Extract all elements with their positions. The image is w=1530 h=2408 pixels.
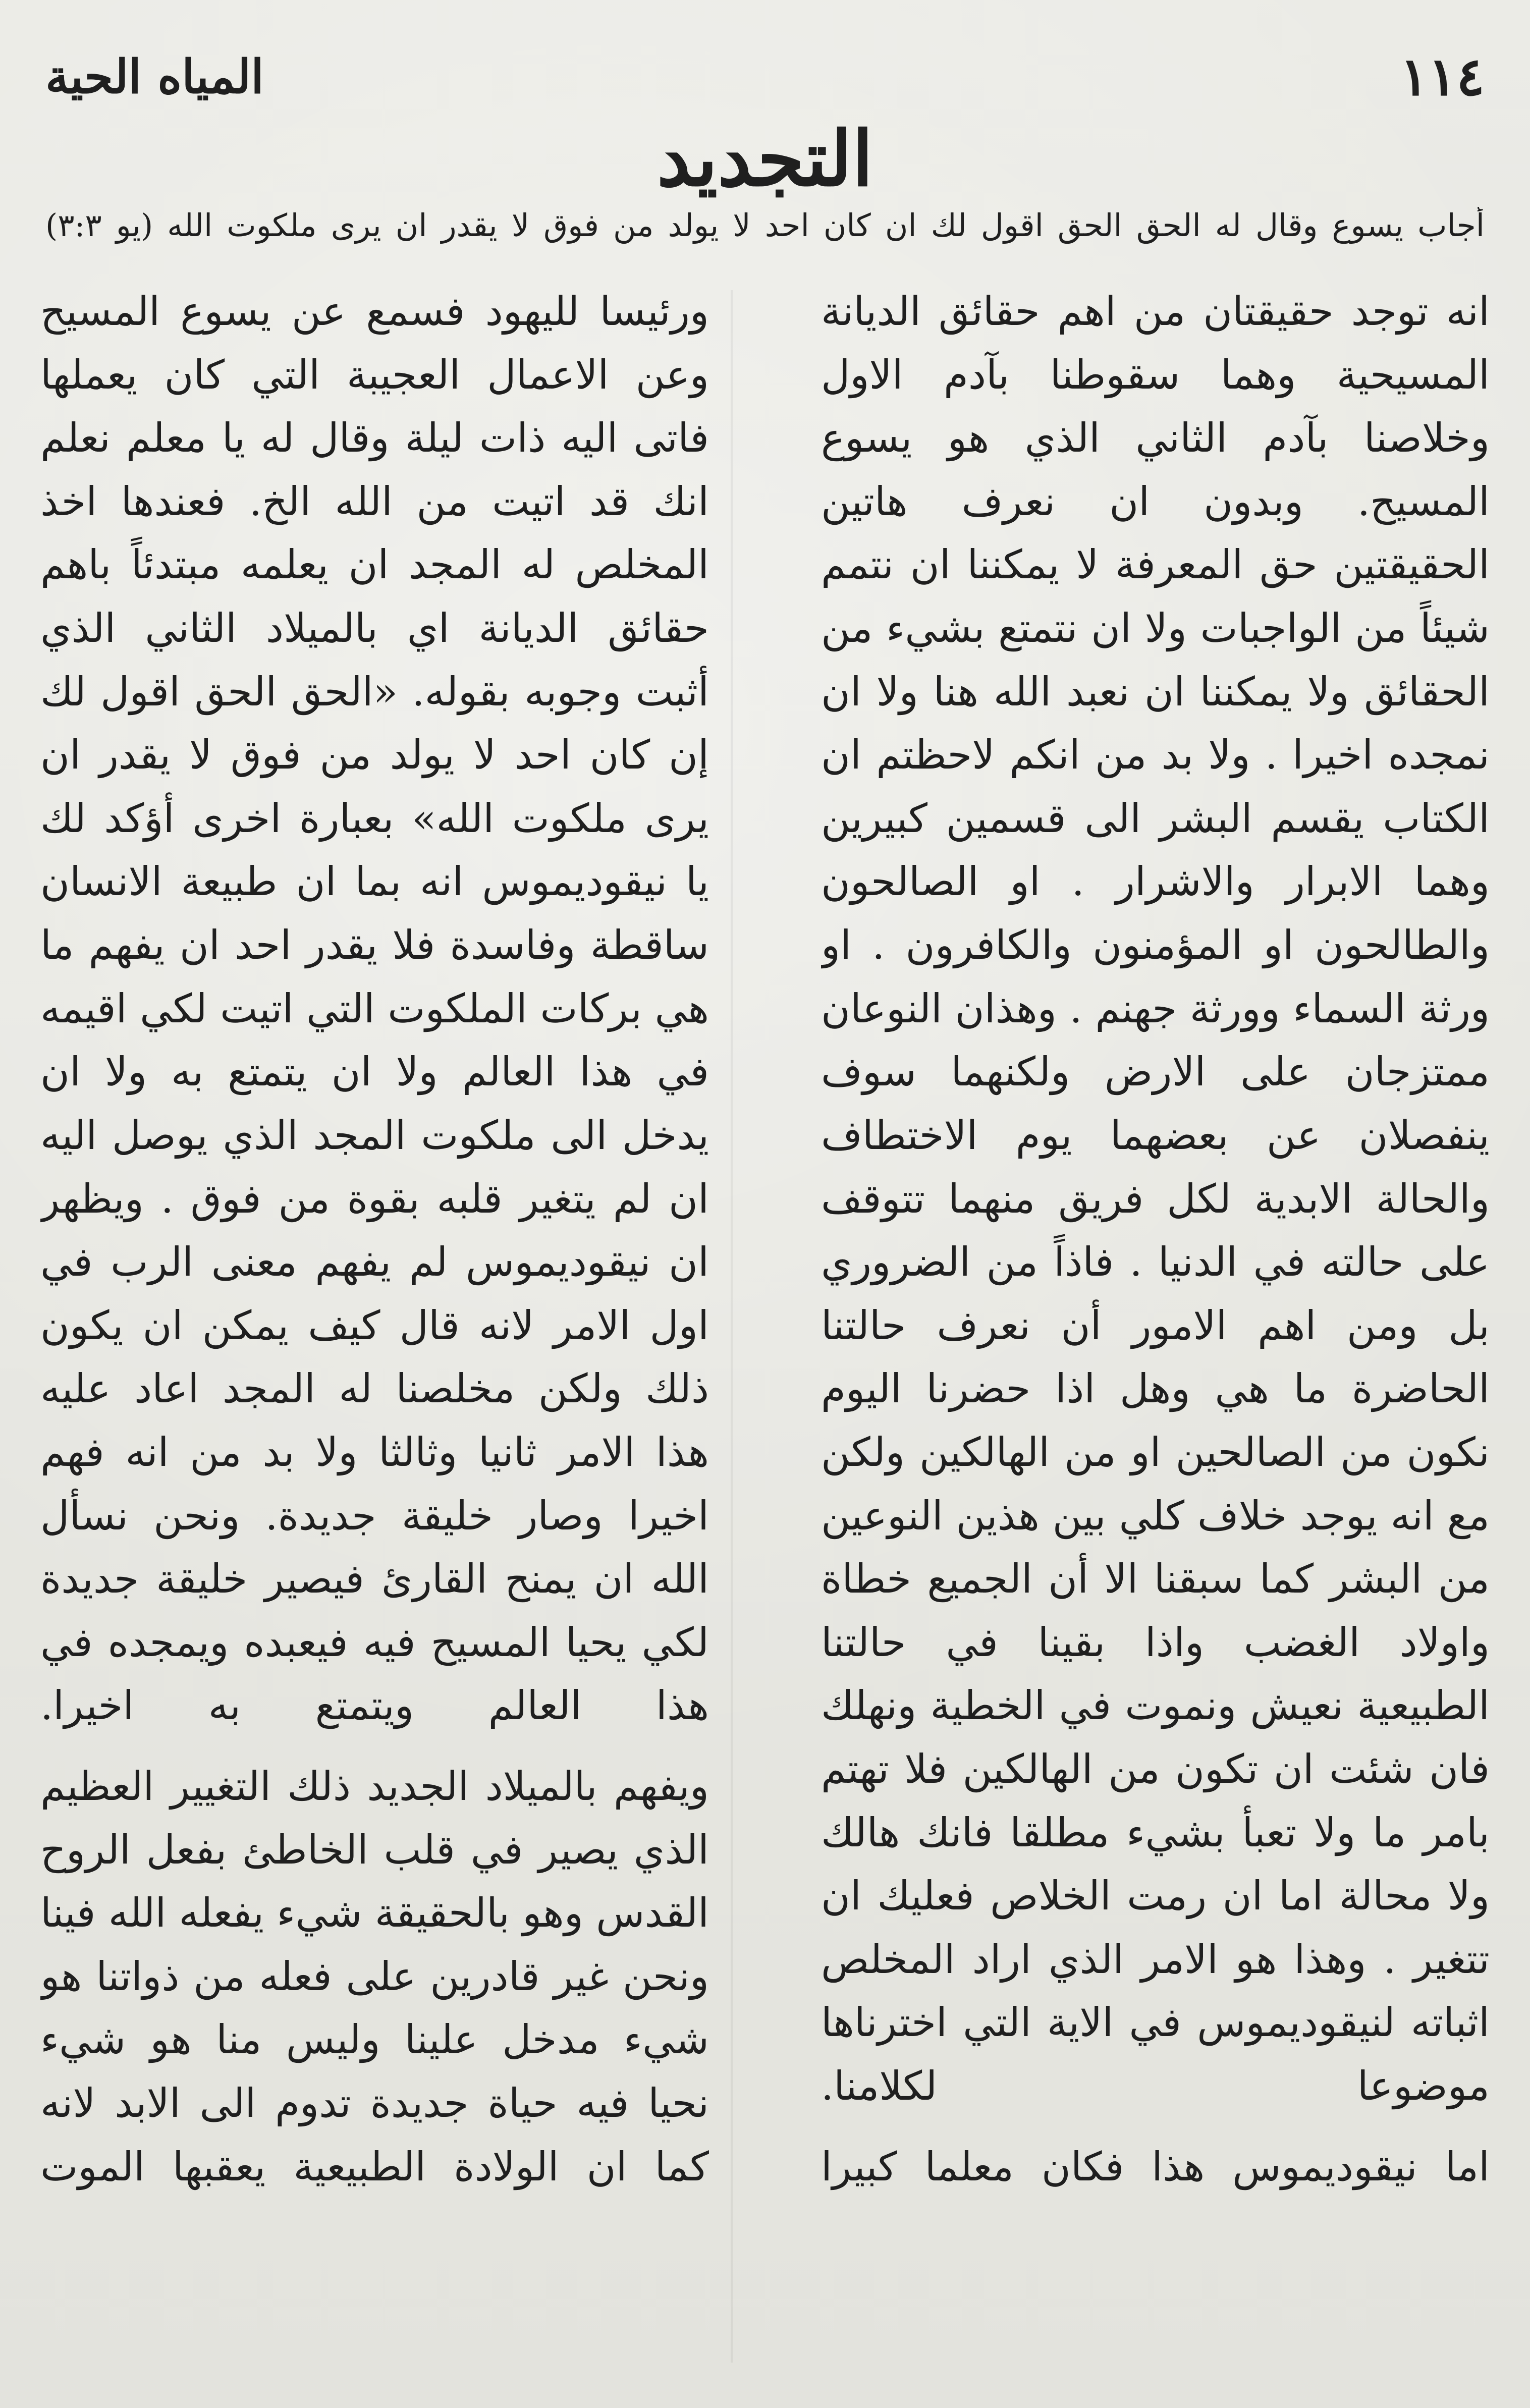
running-title: المياه الحية xyxy=(45,49,264,104)
left-column-paragraph-1: ورئيسا لليهود فسمع عن يسوع المسيح وعن الاعمال العجيبة التي كان يعملها فاتى اليه ذات ليلة وقال له يا معلم نعلم انك قد اتيت من الله الخ. فعندها اخذ المخلص له المجد ان يعلمه مبتدئاً باهم حقائق الديانة اي بالميلاد الثاني الذي أثبت وجوبه بقوله. «الحق الحق اقول لك إن كان احد لا يولد من فوق لا يقدر ان يرى ملكوت الله» بعبارة اخرى أؤكد لك يا نيقوديموس انه بما ان طبيعة الانسان ساقطة وفاسدة فلا يقدر احد ان يفهم ما هي بركات الملكوت التي اتيت لكي اقيمه في هذا العالم ولا ان يتمتع به ولا ان يدخل الى ملكوت المجد الذي يوصل اليه ان لم يتغير قلبه بقوة من فوق . ويظهر ان نيقوديموس لم يفهم معنى الرب في اول الامر لانه قال كيف يمكن ان يكون ذلك ولكن مخلصنا له المجد اعاد عليه هذا الامر ثانيا وثالثا ولا بد من انه فهم اخيرا وصار خليقة جديدة. ونحن نسأل الله ان يمنح القارئ فيصير خليقة جديدة لكي يحيا المسيح فيه فيعبده ويمجده في هذا العالم ويتمتع به اخيرا. xyxy=(40,288,709,1729)
body-columns xyxy=(40,280,1490,2373)
left-column xyxy=(40,280,709,2373)
right-column-paragraph-2: اما نيقوديموس هذا فكان معلما كبيرا xyxy=(821,2143,1490,2190)
right-column-paragraph-1: انه توجد حقيقتان من اهم حقائق الديانة المسيحية وهما سقوطنا بآدم الاول وخلاصنا بآدم الثاني الذي هو يسوع المسيح. وبدون ان نعرف هاتين الحقيقتين حق المعرفة لا يمكننا ان نتمم شيئاً من الواجبات ولا ان نتمتع بشيء من الحقائق ولا يمكننا ان نعبد الله هنا ولا ان نمجده اخيرا . ولا بد من انكم لاحظتم ان الكتاب يقسم البشر الى قسمين كبيرين وهما الابرار والاشرار . او الصالحون والطالحون او المؤمنون والكافرون . او ورثة السماء وورثة جهنم . وهذان النوعان ممتزجان على الارض ولكنهما سوف ينفصلان عن بعضهما يوم الاختطاف والحالة الابدية لكل فريق منهما تتوقف على حالته في الدنيا . فاذاً من الضروري بل ومن اهم الامور أن نعرف حالتنا الحاضرة ما هي وهل اذا حضرنا اليوم نكون من الصالحين او من الهالكين ولكن مع انه يوجد خلاف كلي بين هذين النوعين من البشر كما سبقنا الا أن الجميع خطاة واولاد الغضب واذا بقينا في حالتنا الطبيعية نعيش ونموت في الخطية ونهلك فان شئت ان تكون من الهالكين فلا تهتم بامر ما ولا تعبأ بشيء مطلقا فانك هالك ولا محالة اما ان رمت الخلاص فعليك ان تتغير . وهذا هو الامر الذي اراد المخلص اثباته لنيقوديموس في الاية التي اخترناها موضوعا لكلامنا. xyxy=(821,288,1490,2110)
epigraph-verse: أجاب يسوع وقال له الحق الحق اقول لك ان كان احد لا يولد من فوق لا يقدر ان يرى ملكوت الله (يو ٣:٣) xyxy=(45,207,1485,244)
article-title: التجديد xyxy=(657,115,873,203)
left-column-paragraph-2: ويفهم بالميلاد الجديد ذلك التغيير العظيم الذي يصير في قلب الخاطئ بفعل الروح القدس وهو بالحقيقة شيء يفعله الله فينا ونحن غير قادرين على فعله من ذواتنا هو شيء مدخل علينا وليس منا هو شيء نحيا فيه حياة جديدة تدوم الى الابد لانه كما ان الولادة الطبيعية يعقبها الموت xyxy=(40,1763,709,2190)
column-gutter xyxy=(731,290,733,2363)
page-header xyxy=(45,45,1485,116)
page-number: ١١٤ xyxy=(1400,45,1485,107)
right-column xyxy=(821,280,1490,2373)
